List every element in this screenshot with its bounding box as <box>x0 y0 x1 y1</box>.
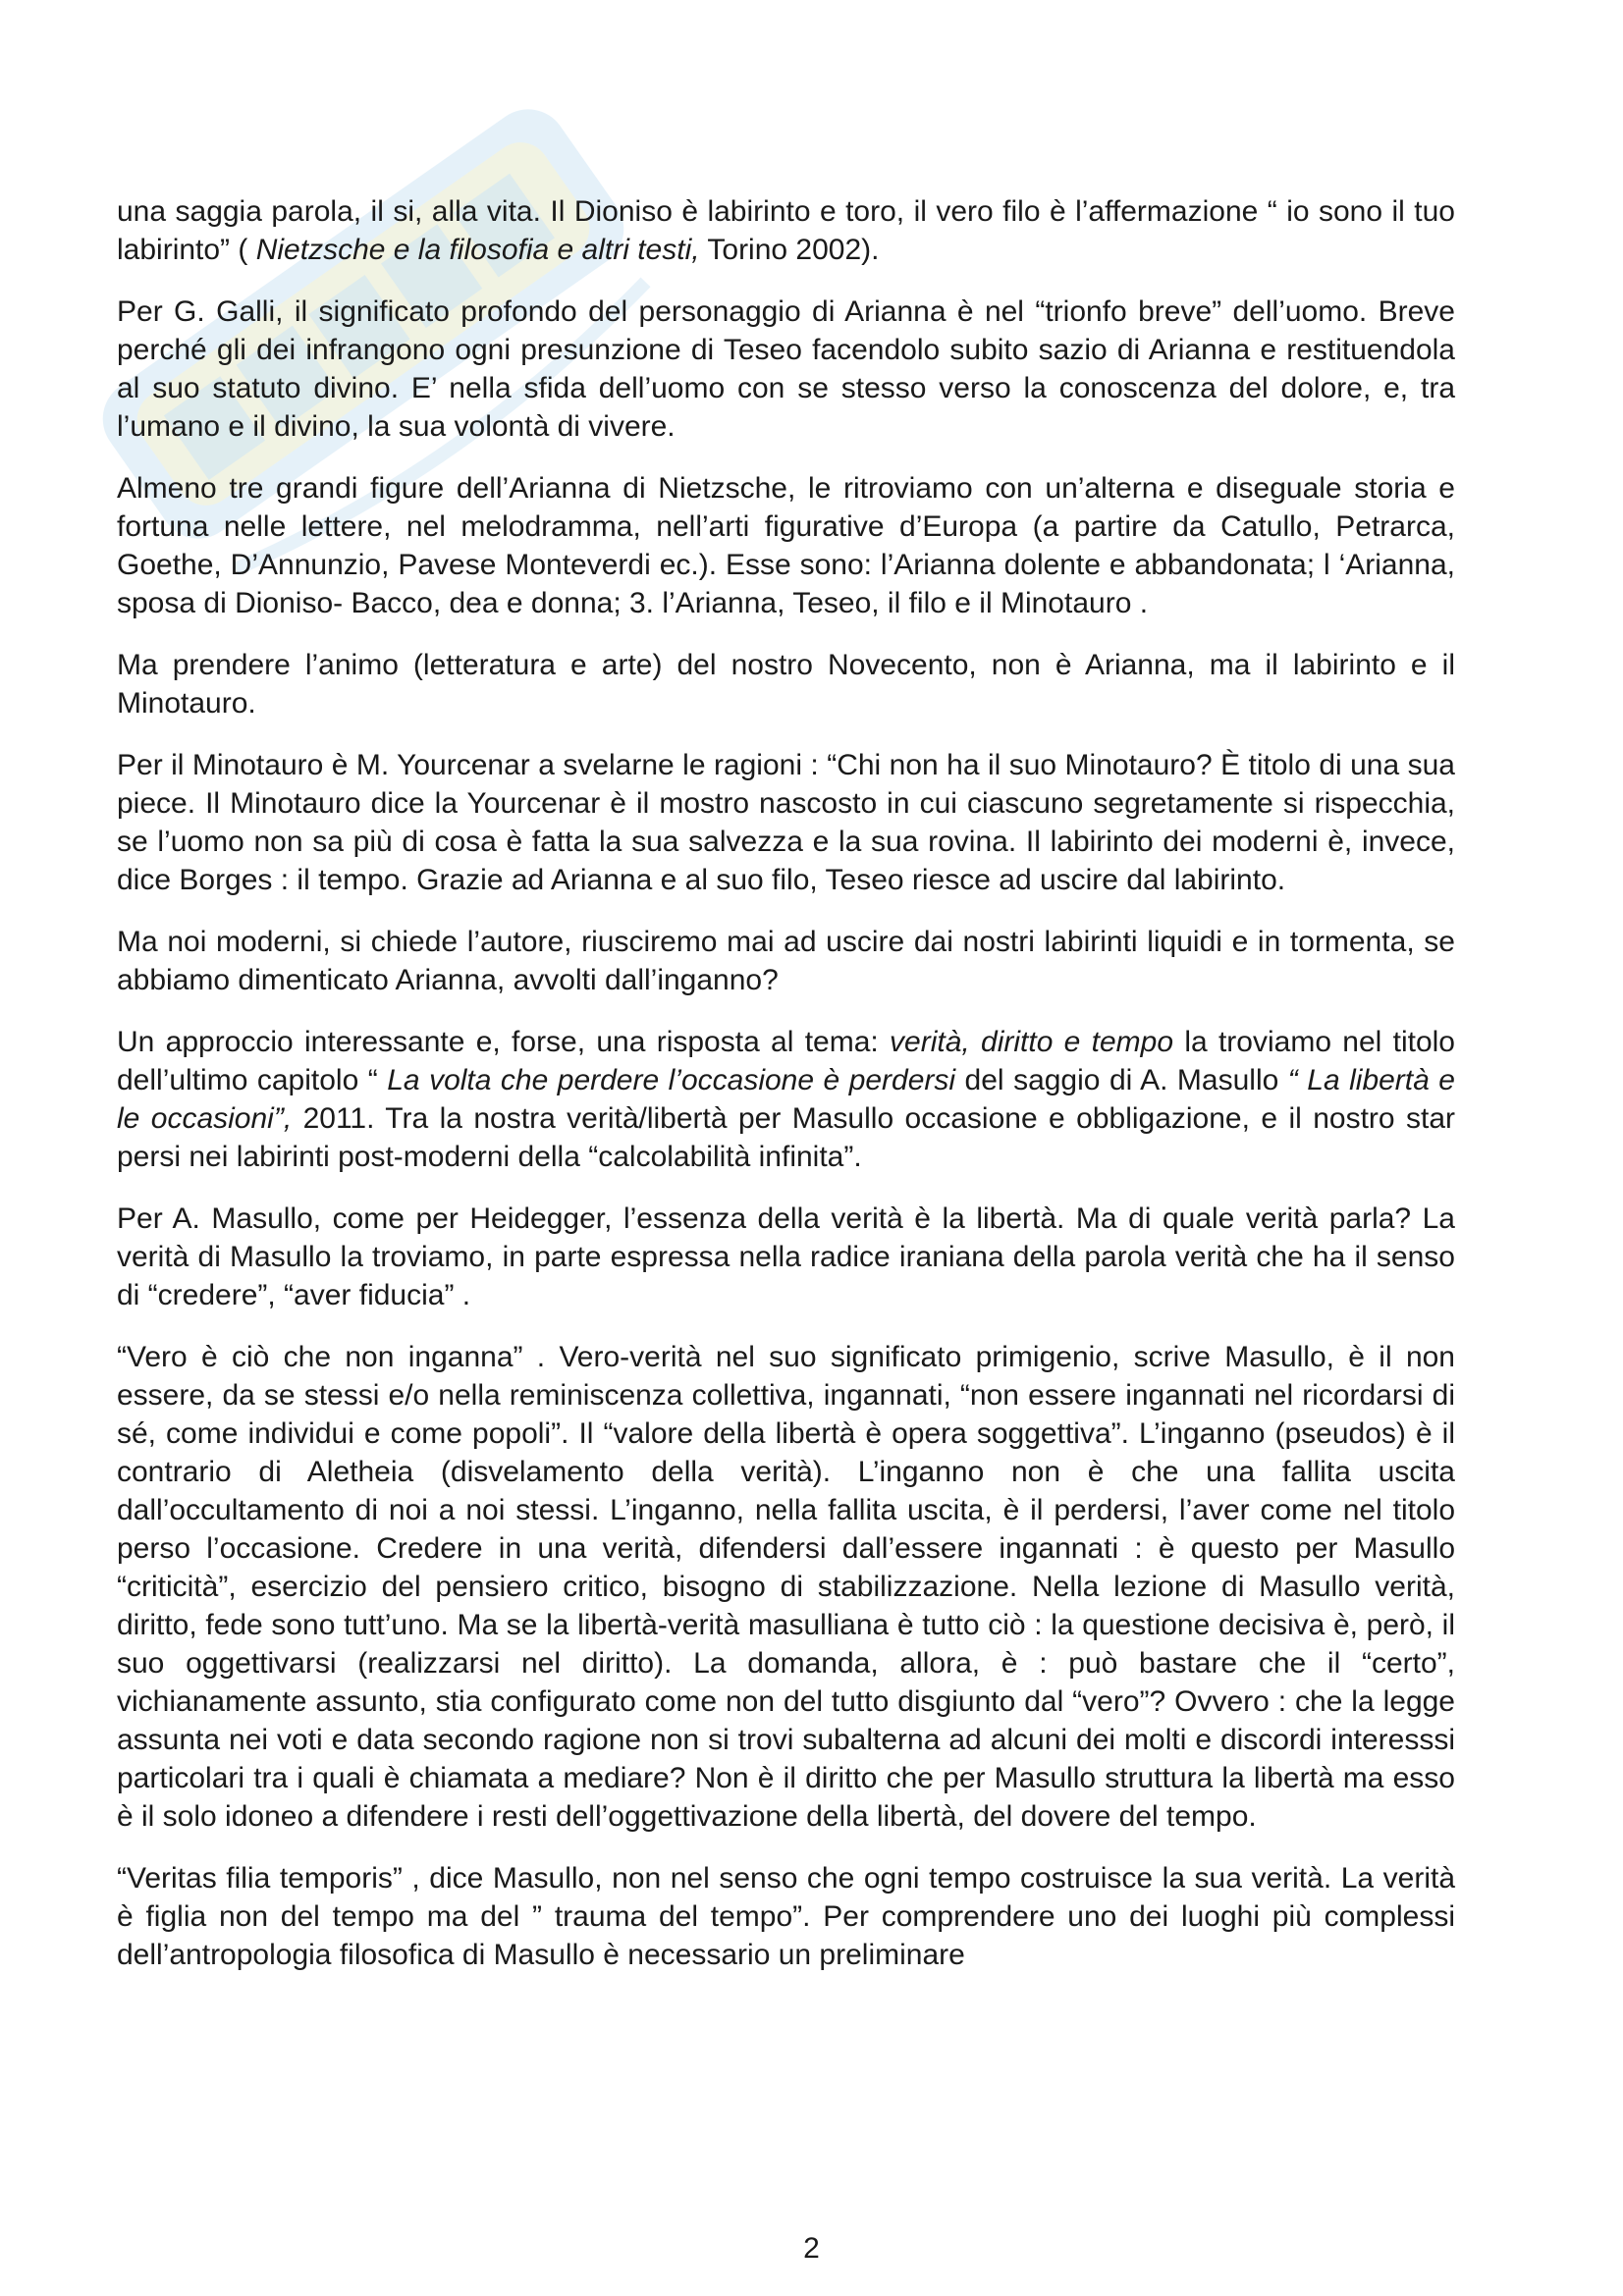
paragraph <box>117 746 1455 899</box>
text-segment: Ma prendere l’animo (letteratura e arte) del nostro Novecento, non è Arianna, ma il labirinto e il Minotauro. <box>117 649 1455 720</box>
italic-text: Nietzsche e la filosofia e altri testi, <box>255 234 700 266</box>
page-number: 2 <box>803 2232 820 2265</box>
text-segment: “Veritas filia temporis” , dice Masullo, non nel senso che ogni tempo costruisce la sua verità. La verità è figlia non del tempo ma del ” trauma del tempo”. Per comprendere uno dei luoghi più complessi dell’antropologia filosofica di Masullo è necessario un preliminare <box>117 1862 1455 1971</box>
italic-text: La volta che perdere l’occasione è perdersi <box>387 1064 956 1096</box>
text-segment: Ma noi moderni, si chiede l’autore, riusciremo mai ad uscire dai nostri labirinti liquidi e in tormenta, se abbiamo dimenticato Arianna, avvolti dall’inganno? <box>117 926 1455 996</box>
paragraph <box>117 293 1455 446</box>
text-segment: la troviamo nel titolo dell’ultimo capitolo “ <box>117 1026 1455 1096</box>
italic-text: “ La libertà e le occasioni”, <box>117 1064 1455 1135</box>
text-segment: del saggio di A. Masullo <box>955 1064 1288 1096</box>
paragraph <box>117 646 1455 722</box>
text-segment: 2011. Tra la nostra verità/libertà per Masullo occasione e obbligazione, e il nostro star persi nei labirinti post-moderni della “calcolabilità infinita”. <box>117 1102 1456 1173</box>
italic-text: verità, diritto e tempo <box>890 1026 1174 1058</box>
text-segment: Per A. Masullo, come per Heidegger, l’essenza della verità è la libertà. Ma di quale verità parla? La verità di Masullo la troviamo, in parte espressa nella radice iraniana della parola verità che ha il senso di “credere”, “aver fiducia” . <box>117 1202 1455 1311</box>
document-body <box>117 192 1455 1974</box>
paragraph <box>117 923 1455 999</box>
text-segment: “Vero è ciò che non inganna” . Vero-verità nel suo significato primigenio, scrive Masullo, è il non essere, da se stessi e/o nella reminiscenza collettiva, ingannati, “non essere ingannati nel ricordarsi di sé, come individui e come popoli”. Il “valore della libertà è opera soggettiva”. L’inganno (pseudos) è il contrario di Aletheia (disvelamento della verità). L’inganno non è che una fallita uscita dall’occultamento di noi a noi stessi. L’inganno, nella fallita uscita, è il perdersi, l’aver come nel titolo perso l’occasione. Credere in una verità, difendersi dall’essere ingannati : è questo per Masullo “criticità”, esercizio del pensiero critico, bisogno di stabilizzazione. Nella lezione di Masullo verità, diritto, fede sono tutt’uno. Ma se la libertà-verità masulliana è tutto ciò : la questione decisiva è, però, il suo oggettivarsi (realizzarsi nel diritto). La domanda, allora, è : può bastare che il “certo”, vichianamente assunto, stia configurato come non del tutto disgiunto dal “vero”? Ovvero : che la legge assunta nei voti e data secondo ragione non si trovi subalterna ad alcuni dei molti e discordi interesssi particolari tra i quali è chiamata a mediare? Non è il diritto che per Masullo struttura la libertà ma esso è il solo idoneo a difendere i resti dell’oggettivazione della libertà, del dovere del tempo. <box>117 1341 1455 1833</box>
paragraph <box>117 469 1455 622</box>
text-segment: una saggia parola, il si, alla vita. Il Dioniso è labirinto e toro, il vero filo è l’affermazione “ io sono il tuo labirinto” ( <box>117 195 1455 266</box>
paragraph <box>117 1859 1455 1974</box>
text-segment: Per il Minotauro è M. Yourcenar a svelarne le ragioni : “Chi non ha il suo Minotauro? È titolo di una sua piece. Il Minotauro dice la Yourcenar è il mostro nascosto in cui ciascuno segretamente si rispecchia, se l’uomo non sa più di cosa è fatta la sua salvezza e la sua rovina. Il labirinto dei moderni è, invece, dice Borges : il tempo. Grazie ad Arianna e al suo filo, Teseo riesce ad uscire dal labirinto. <box>117 749 1455 896</box>
text-segment: Un approccio interessante e, forse, una risposta al tema: <box>117 1026 891 1058</box>
text-segment: Almeno tre grandi figure dell’Arianna di Nietzsche, le ritroviamo con un’alterna e diseguale storia e fortuna nelle lettere, nel melodramma, nell’arti figurative d’Europa (a partire da Catullo, Petrarca, Goethe, D’Annunzio, Pavese Monteverdi ec.). Esse sono: l’Arianna dolente e abbandonata; l ‘Arianna, sposa di Dioniso- Bacco, dea e donna; 3. l’Arianna, Teseo, il filo e il Minotauro . <box>117 472 1455 619</box>
paragraph <box>117 1338 1455 1836</box>
paragraph <box>117 1200 1455 1314</box>
text-segment: Torino 2002). <box>699 234 880 266</box>
paragraph <box>117 192 1455 269</box>
paragraph <box>117 1023 1455 1176</box>
text-segment: Per G. Galli, il significato profondo del personaggio di Arianna è nel “trionfo breve” dell’uomo. Breve perché gli dei infrangono ogni presunzione di Teseo facendolo subito sazio di Arianna e restituendola al suo statuto divino. E’ nella sfida dell’uomo con se stesso verso la conoscenza del dolore, e, tra l’umano e il divino, la sua volontà di vivere. <box>117 295 1455 443</box>
